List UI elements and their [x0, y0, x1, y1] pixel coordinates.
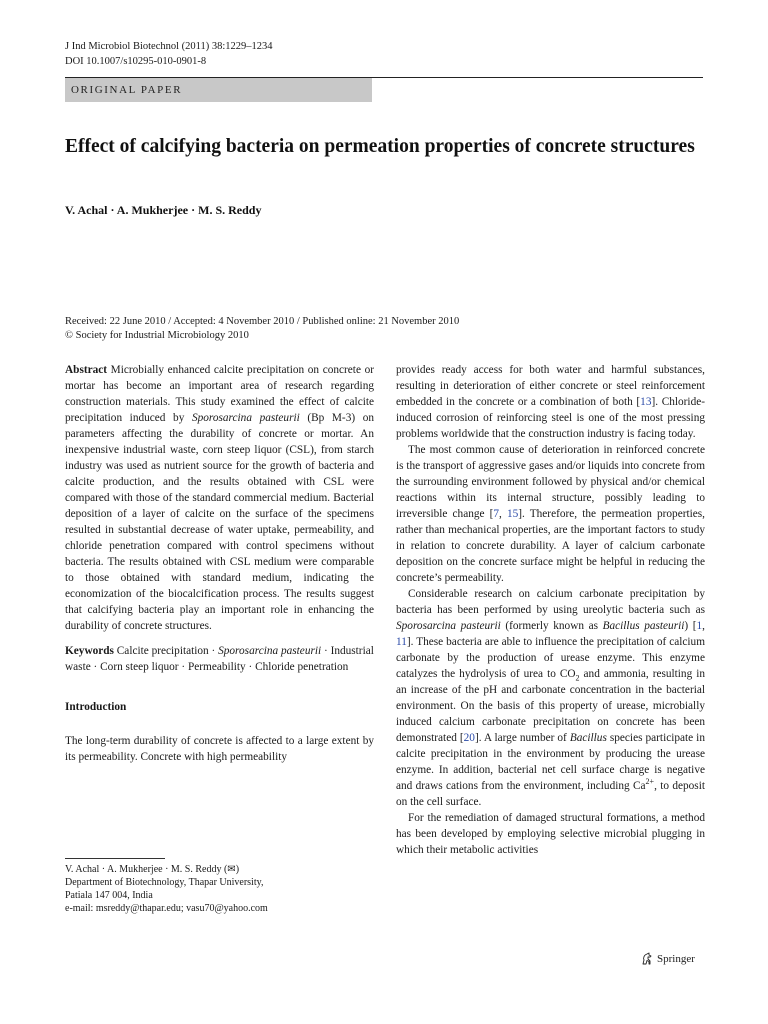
section-heading-introduction: Introduction	[65, 701, 127, 713]
author-list: V. Achal · A. Mukherjee · M. S. Reddy	[65, 203, 262, 217]
body-paragraph: For the remediation of damaged structural formations, a method has been developed by employing selective microbial plugging in which their metabolic activities	[396, 812, 705, 856]
body-paragraph: The most common cause of deterioration in reinforced concrete is the transport of aggressive gases and/or liquids into concrete from the surrounding environment followed by physical and/or chemical reactions within its internal structure, possibly leading to irreversible change [7, 15]. Therefore, the permeation properties, rather than mechanical properties, are the important factors to study in relation to concrete durability. A layer of calcium carbonate deposition on the concrete surface might be helpful in reducing the concrete’s permeability.	[396, 444, 705, 584]
footnote-department: Department of Biotechnology, Thapar University,	[65, 877, 264, 888]
species-name: Sporosarcina pasteurii	[396, 620, 501, 632]
citation-link[interactable]: 1	[696, 620, 703, 632]
footnote-rule	[65, 858, 165, 859]
body-paragraph: provides ready access for both water and harmful substances, resulting in deterioration of either concrete or steel reinforcement embedded in the concrete or a combination of both [13]. Chloride-induced corrosion of reinforcing steel is one of the most pressing problems worldwide that the construction industry is facing today.	[396, 364, 705, 440]
envelope-icon: ✉	[227, 864, 236, 875]
introduction-paragraph: The long-term durability of concrete is affected to a large extent by its permeability. Concrete with high permeability	[65, 735, 374, 763]
subscript: 2	[575, 673, 580, 683]
author-affiliation-footnote	[65, 863, 375, 915]
superscript: 2+	[645, 777, 655, 787]
abstract-text: (Bp M-3) on parameters affecting the durability of concrete or mortar. An inexpensive industrial waste, corn steep liquor (CSL), from starch industry was used as nutrient source for the growth of bacteria and calcite production, and the results obtained with CSL were compared with those of the standard commercial medium. Bacterial deposition of a layer of calcite on the surface of the specimens resulted in substantial decrease of water uptake, permeability, and chloride penetration compared with control specimens without bacteria. The results obtained with CSL medium were comparable to those obtained with standard medium, indicating the economization of the biocalcification process. The results suggest that calcifying bacteria play an important role in enhancing the durability of concrete structures.	[65, 412, 374, 632]
citation-link[interactable]: 11	[396, 636, 407, 648]
keywords-text: Calcite precipitation ·	[113, 645, 219, 657]
abstract-text: Microbially enhanced calcite precipitation on concrete or mortar has become an important area of research regarding construction materials. This study examined the effect of calcite precipitation induced by	[65, 364, 374, 424]
abstract-paragraph	[65, 362, 374, 634]
doi-link[interactable]: DOI 10.1007/s10295-010-0901-8	[65, 56, 207, 67]
journal-reference: J Ind Microbiol Biotechnol (2011) 38:1229–1234	[65, 41, 273, 52]
footnote-email[interactable]: e-mail: msreddy@thapar.edu; vasu70@yahoo.com	[65, 903, 268, 914]
publisher-name: Springer	[657, 953, 695, 965]
paper-type-label: ORIGINAL PAPER	[65, 78, 372, 102]
species-name: Sporosarcina pasteurii	[191, 412, 300, 424]
footnote-city: Patiala 147 004, India	[65, 890, 153, 901]
keywords-label: Keywords	[65, 645, 114, 657]
citation-link[interactable]: 7	[493, 508, 500, 520]
copyright-line: © Society for Industrial Microbiology 2010	[65, 330, 249, 341]
genus-name: Bacillus	[569, 732, 607, 744]
citation-link[interactable]: 13	[640, 396, 652, 408]
keywords-text: · Industrial waste · Corn steep liquor · Permeability · Chloride penetration	[65, 645, 374, 673]
keywords-paragraph	[65, 643, 374, 675]
right-column	[396, 362, 705, 858]
citation-link[interactable]: 15	[506, 508, 519, 520]
left-column	[65, 362, 374, 765]
springer-horse-icon	[640, 952, 654, 966]
species-name: Sporosarcina pasteurii	[218, 645, 322, 657]
publisher-mark	[640, 952, 695, 966]
species-name: Bacillus pasteurii	[602, 620, 685, 632]
paper-title: Effect of calcifying bacteria on permeation properties of concrete structures	[65, 136, 695, 157]
citation-link[interactable]: 20	[463, 732, 475, 744]
abstract-label: Abstract	[65, 364, 108, 376]
body-paragraph: Considerable research on calcium carbonate precipitation by bacteria has been performed by using ureolytic bacteria such as Sporosarcina pasteurii (formerly known as Bacillus pasteurii) [1, 11]. These bacteria are able to influence the precipitation of calcium carbonate by the production of urease enzyme. This enzyme catalyzes the hydrolysis of urea to $CO_2$ and ammonia, resulting in an increase of the pH and carbonate concentration in the bacterial environment. On the basis of this property of urease, microbially induced calcium carbonate precipitation on concrete has been demonstrated [20]. A large number of Bacillus species participate in calcite precipitation in the environment by producing the urease enzyme. In addition, bacterial net cell surface charge is negative and draws cations from the environment, including $Ca^{2+}$, to deposit on the cell surface.	[396, 588, 706, 808]
publication-dates: Received: 22 June 2010 / Accepted: 4 November 2010 / Published online: 21 November 2010	[65, 316, 460, 327]
footnote-authors: V. Achal · A. Mukherjee · M. S. Reddy (✉)	[65, 864, 240, 875]
